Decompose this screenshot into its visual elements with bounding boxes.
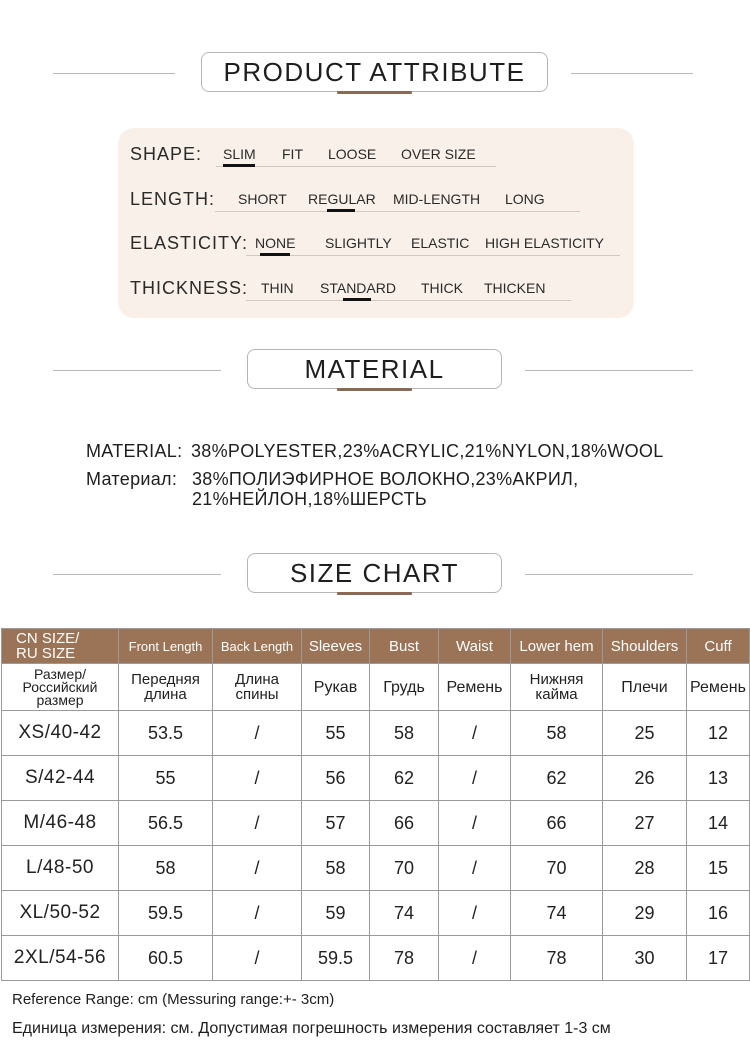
cell-cuff: 16	[687, 891, 750, 936]
cell-front-length: 60.5	[119, 936, 213, 981]
attr-row-length	[118, 185, 634, 215]
attr-option-mid-length: MID-LENGTH	[393, 191, 481, 207]
attr-selected-mark	[260, 253, 290, 256]
header-ru-line: Нижняя	[529, 671, 584, 688]
header-divider-right	[525, 370, 693, 371]
material-header	[0, 349, 750, 393]
cell-sleeves: 58	[302, 846, 370, 891]
attr-option-oversize: OVER SIZE	[401, 146, 476, 162]
header-ru-waist: Ремень	[439, 664, 511, 711]
header-front-length: Front Length	[119, 629, 213, 664]
cell-bust: 58	[370, 711, 439, 756]
cell-sleeves: 57	[302, 801, 370, 846]
attr-label: LENGTH:	[130, 189, 216, 209]
footer-reference-range: Reference Range: cm (Messuring range:+- 3cm)	[12, 991, 335, 1008]
cell-front-length: 53.5	[119, 711, 213, 756]
attr-row-thickness	[118, 274, 634, 304]
cell-bust: 78	[370, 936, 439, 981]
header-size	[2, 629, 119, 664]
attr-option-short: SHORT	[238, 191, 287, 207]
cell-cuff: 13	[687, 756, 750, 801]
header-ru-cuff: Ремень	[687, 664, 750, 711]
cell-size: XL/50-52	[2, 891, 119, 936]
header-size-line2: RU SIZE	[16, 645, 76, 662]
cell-bust: 62	[370, 756, 439, 801]
header-cuff: Cuff	[687, 629, 750, 664]
attr-option-standard: STANDARD	[320, 280, 396, 296]
attr-row-underline	[246, 255, 620, 256]
cell-front-length: 59.5	[119, 891, 213, 936]
table-header-row-ru	[2, 664, 750, 711]
cell-back-length: /	[213, 846, 302, 891]
size-chart-header	[0, 553, 750, 597]
header-divider-right	[525, 574, 693, 575]
header-ru-lower-hem	[511, 664, 603, 711]
attr-option-high-elasticity: HIGH ELASTICITY	[485, 235, 605, 251]
cell-back-length: /	[213, 711, 302, 756]
cell-sleeves: 59.5	[302, 936, 370, 981]
header-ru-line: длина	[144, 686, 187, 703]
cell-cuff: 15	[687, 846, 750, 891]
footer-measurement-note: Единица измерения: см. Допустимая погрешность измерения составляет 1-3 см	[12, 1020, 611, 1037]
cell-waist: /	[439, 936, 511, 981]
header-ru-line: спины	[235, 686, 279, 703]
cell-shoulders: 30	[603, 936, 687, 981]
cell-shoulders: 26	[603, 756, 687, 801]
cell-back-length: /	[213, 801, 302, 846]
cell-waist: /	[439, 711, 511, 756]
header-ru-sleeves: Рукав	[302, 664, 370, 711]
header-divider-left	[53, 574, 221, 575]
header-bust: Bust	[370, 629, 439, 664]
attr-option-thick: THICK	[421, 280, 463, 296]
header-accent-bar	[337, 592, 412, 595]
material-ru-value-line1: 38%ПОЛИЭФИРНОЕ ВОЛОКНО,23%АКРИЛ,	[192, 469, 579, 489]
table-row	[2, 711, 750, 756]
material-ru-value-line2: 21%НЕЙЛОН,18%ШЕРСТЬ	[192, 489, 428, 509]
header-shoulders: Shoulders	[603, 629, 687, 664]
cell-lower-hem: 66	[511, 801, 603, 846]
header-ru-line: кайма	[535, 686, 578, 703]
table-row	[2, 846, 750, 891]
size-chart-title: SIZE CHART	[247, 553, 502, 593]
cell-sleeves: 55	[302, 711, 370, 756]
attr-label: SHAPE:	[130, 144, 203, 164]
cell-lower-hem: 62	[511, 756, 603, 801]
cell-waist: /	[439, 891, 511, 936]
header-ru-size-line2: Российский	[22, 678, 98, 695]
attr-option-elastic: ELASTIC	[411, 235, 470, 251]
cell-cuff: 12	[687, 711, 750, 756]
material-title: MATERIAL	[247, 349, 502, 389]
cell-size: M/46-48	[2, 801, 119, 846]
cell-shoulders: 29	[603, 891, 687, 936]
attr-selected-mark	[327, 209, 355, 212]
header-ru-front-length	[119, 664, 213, 711]
cell-sleeves: 59	[302, 891, 370, 936]
cell-front-length: 56.5	[119, 801, 213, 846]
attr-selected-mark	[223, 164, 255, 167]
material-ru-label: Материал:	[86, 469, 178, 489]
cell-back-length: /	[213, 936, 302, 981]
cell-shoulders: 27	[603, 801, 687, 846]
cell-lower-hem: 70	[511, 846, 603, 891]
material-en-value: 38%POLYESTER,23%ACRYLIC,21%NYLON,18%WOOL	[191, 441, 664, 461]
header-ru-bust: Грудь	[370, 664, 439, 711]
attr-option-thicken: THICKEN	[484, 280, 546, 296]
cell-front-length: 58	[119, 846, 213, 891]
attribute-card	[118, 128, 634, 318]
cell-size: S/42-44	[2, 756, 119, 801]
cell-size: 2XL/54-56	[2, 936, 119, 981]
attr-option-slightly: SLIGHTLY	[325, 235, 392, 251]
cell-back-length: /	[213, 891, 302, 936]
table-row	[2, 936, 750, 981]
header-divider-left	[53, 370, 221, 371]
cell-bust: 70	[370, 846, 439, 891]
header-ru-back-length	[213, 664, 302, 711]
attr-row-shape	[118, 140, 634, 170]
table-row	[2, 756, 750, 801]
attr-row-elasticity	[118, 229, 634, 259]
attr-option-loose: LOOSE	[328, 146, 377, 162]
cell-lower-hem: 78	[511, 936, 603, 981]
cell-size: XS/40-42	[2, 711, 119, 756]
cell-bust: 74	[370, 891, 439, 936]
cell-lower-hem: 74	[511, 891, 603, 936]
header-size-line1: CN SIZE/	[16, 630, 80, 647]
attr-row-underline	[246, 300, 571, 301]
attr-option-thin: THIN	[261, 280, 294, 296]
product-attribute-header	[0, 52, 750, 96]
cell-waist: /	[439, 846, 511, 891]
cell-back-length: /	[213, 756, 302, 801]
attr-option-slim: SLIM	[223, 146, 256, 162]
attr-selected-mark	[343, 298, 371, 301]
attr-option-long: LONG	[505, 191, 545, 207]
size-chart-table	[1, 628, 750, 981]
cell-sleeves: 56	[302, 756, 370, 801]
attr-row-underline	[216, 166, 496, 167]
header-ru-line: Длина	[235, 671, 279, 688]
attr-option-regular: REGULAR	[308, 191, 376, 207]
attr-row-underline	[215, 211, 580, 212]
attr-option-fit: FIT	[282, 146, 303, 162]
header-divider-right	[571, 73, 693, 74]
cell-shoulders: 25	[603, 711, 687, 756]
header-ru-shoulders: Плечи	[603, 664, 687, 711]
table-row	[2, 801, 750, 846]
header-ru-size	[2, 664, 119, 711]
header-ru-line: Передняя	[131, 671, 200, 688]
header-ru-size-line1: Размер/	[33, 665, 86, 682]
cell-bust: 66	[370, 801, 439, 846]
table-row	[2, 891, 750, 936]
attr-label: ELASTICITY:	[130, 233, 249, 253]
attr-option-none: NONE	[255, 235, 296, 251]
header-accent-bar	[337, 388, 412, 391]
cell-shoulders: 28	[603, 846, 687, 891]
cell-cuff: 17	[687, 936, 750, 981]
header-ru-size-line3: размер	[36, 691, 84, 708]
material-en-label: MATERIAL:	[86, 441, 183, 461]
header-sleeves: Sleeves	[302, 629, 370, 664]
cell-lower-hem: 58	[511, 711, 603, 756]
header-lower-hem: Lower hem	[511, 629, 603, 664]
cell-waist: /	[439, 756, 511, 801]
product-attribute-title: PRODUCT ATTRIBUTE	[201, 52, 548, 92]
cell-front-length: 55	[119, 756, 213, 801]
attr-label: THICKNESS:	[130, 278, 249, 298]
header-back-length: Back Length	[213, 629, 302, 664]
header-divider-left	[53, 73, 175, 74]
cell-size: L/48-50	[2, 846, 119, 891]
table-header-row-en	[2, 629, 750, 664]
header-accent-bar	[337, 91, 412, 94]
cell-cuff: 14	[687, 801, 750, 846]
header-waist: Waist	[439, 629, 511, 664]
cell-waist: /	[439, 801, 511, 846]
